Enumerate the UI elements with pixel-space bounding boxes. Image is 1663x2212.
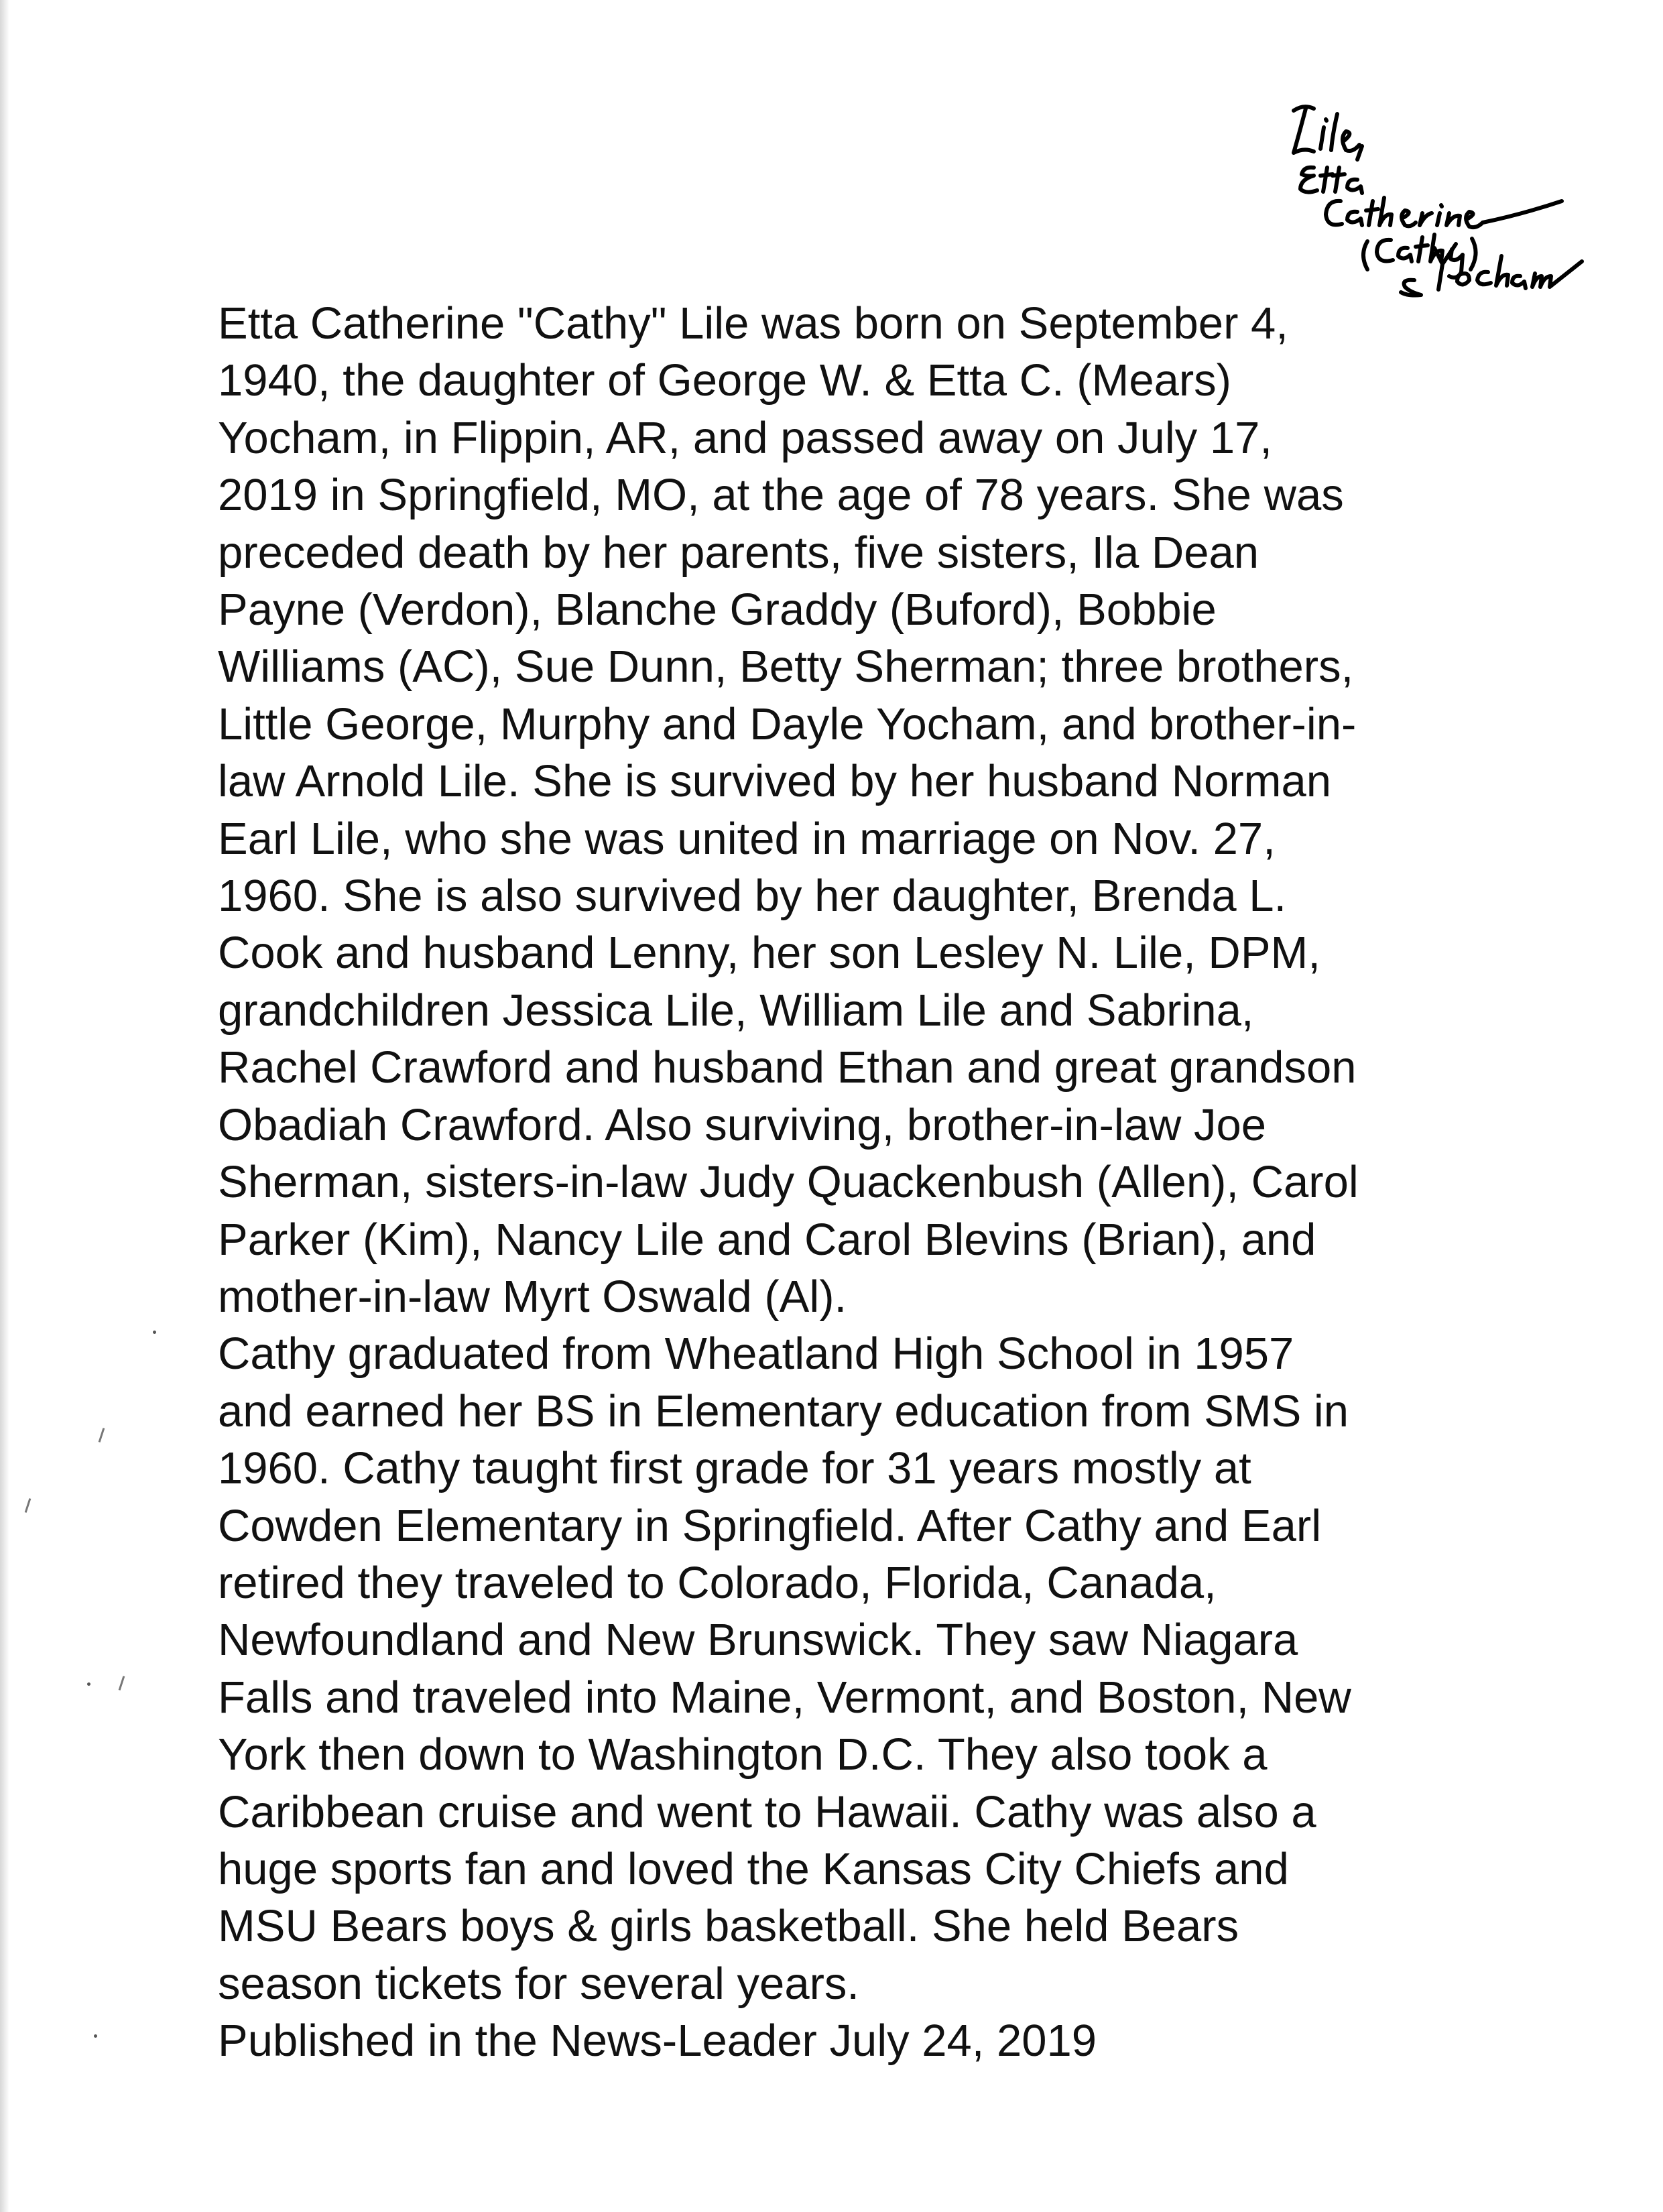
scan-mark (99, 1428, 105, 1442)
obituary-line: 2019 in Springfield, MO, at the age of 78 years. She was (218, 470, 1344, 521)
obituary-line: York then down to Washington D.C. They also took a (218, 1729, 1268, 1780)
publication-line: Published in the News-Leader July 24, 2019 (218, 2016, 1097, 2067)
obituary-line: Williams (AC), Sue Dunn, Betty Sherman; three brothers, (218, 641, 1354, 692)
obituary-line: Obadiah Crawford. Also surviving, brother-in-law Joe (218, 1099, 1267, 1150)
obituary-line: 1940, the daughter of George W. & Etta C. (Mears) (218, 355, 1231, 406)
obituary-line: Falls and traveled into Maine, Vermont, and Boston, New (218, 1672, 1351, 1723)
obituary-line: Newfoundland and New Brunswick. They saw Niagara (218, 1615, 1298, 1666)
obituary-line: Cathy graduated from Wheatland High School in 1957 (218, 1329, 1294, 1379)
obituary-line: Caribbean cruise and went to Hawaii. Cathy was also a (218, 1786, 1316, 1837)
handwritten-note-drawing (1267, 101, 1615, 302)
obituary-line: mother-in-law Myrt Oswald (Al). (218, 1271, 847, 1322)
obituary-line: huge sports fan and loved the Kansas City Chiefs and (218, 1843, 1289, 1894)
obituary-line: grandchildren Jessica Lile, William Lile and Sabrina, (218, 985, 1254, 1036)
obituary-line: Cowden Elementary in Springfield. After Cathy and Earl (218, 1500, 1322, 1551)
scan-speck (94, 2034, 97, 2038)
obituary-line: Earl Lile, who she was united in marriage on Nov. 27, (218, 813, 1276, 864)
obituary-line: 1960. She is also survived by her daughter, Brenda L. (218, 871, 1287, 922)
obituary-line: Rachel Crawford and husband Ethan and great grandson (218, 1042, 1357, 1093)
obituary-line: Cook and husband Lenny, her son Lesley N. Lile, DPM, (218, 928, 1320, 979)
obituary-line: retired they traveled to Colorado, Florida, Canada, (218, 1557, 1217, 1608)
scan-speck (87, 1682, 90, 1686)
scan-edge-shadow (0, 0, 9, 2212)
scan-mark (119, 1676, 125, 1691)
obituary-line: 1960. Cathy taught first grade for 31 years mostly at (218, 1443, 1251, 1494)
obituary-line: Parker (Kim), Nancy Lile and Carol Blevins (Brian), and (218, 1214, 1316, 1265)
obituary-line: Etta Catherine "Cathy" Lile was born on September 4, (218, 298, 1288, 349)
obituary-line: law Arnold Lile. She is survived by her husband Norman (218, 756, 1331, 807)
scan-speck (153, 1331, 156, 1334)
obituary-line: MSU Bears boys & girls basketball. She held Bears (218, 1901, 1239, 1952)
obituary-line: Little George, Murphy and Dayle Yocham, and brother-in- (218, 698, 1357, 749)
obituary-line: and earned her BS in Elementary education from SMS in (218, 1386, 1349, 1436)
obituary-line: season tickets for several years. (218, 1958, 860, 2009)
obituary-line: Payne (Verdon), Blanche Graddy (Buford), Bobbie (218, 585, 1217, 635)
obituary-line: Sherman, sisters-in-law Judy Quackenbush (Allen), Carol (218, 1157, 1359, 1208)
obituary-text (218, 295, 1532, 2070)
scan-mark (25, 1498, 32, 1513)
obituary-line: Yocham, in Flippin, AR, and passed away on July 17, (218, 412, 1272, 463)
handwritten-note (1267, 101, 1615, 302)
obituary-line: preceded death by her parents, five sisters, Ila Dean (218, 527, 1259, 578)
